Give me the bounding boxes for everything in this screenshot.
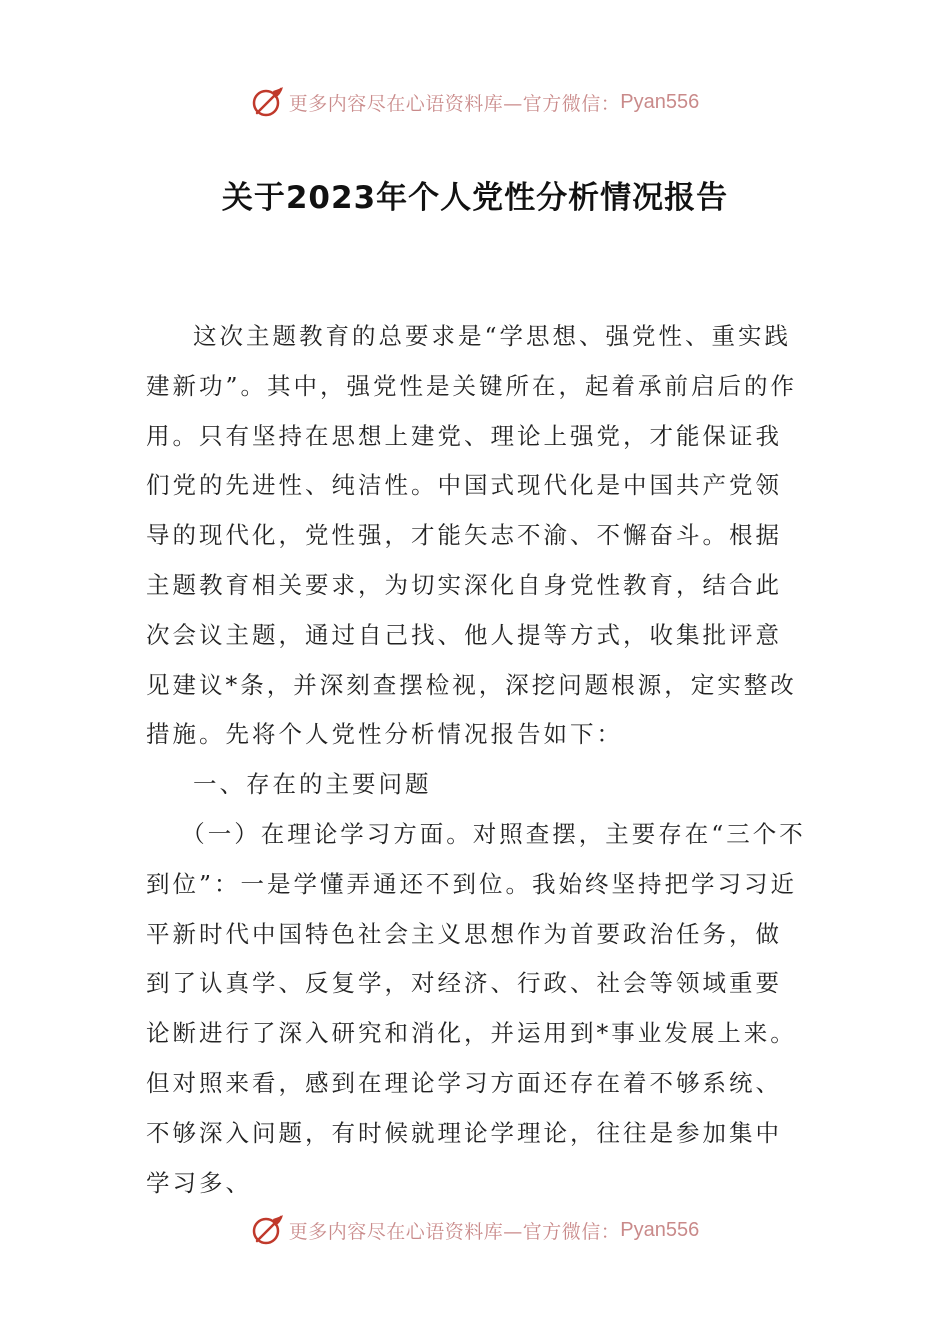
- watermark-wechat: Pyan556: [620, 1218, 700, 1241]
- document-title: 关于2023年个人党性分析情况报告: [221, 180, 729, 216]
- paragraph-theory-study: （一）在理论学习方面。对照查摆，主要存在“三个不到位”：一是学懂弄通还不到位。我始终坚持把学习习近平新时代中国特色社会主义思想作为首要政治任务，做到了认真学、反复学，对经济、行政、社会等领域重要论断进行了深入研究和消化，并运用到*事业发展上来。但对照来看，感到在理论学习方面还存在着不够系统、不够深入问题，有时候就理论学理论，往往是参加集中学习多、: [146, 819, 806, 1197]
- section-heading: 一、存在的主要问题: [193, 770, 432, 799]
- watermark-text: 更多内容尽在心语资料库—官方微信：: [288, 92, 621, 115]
- paragraph-intro: 这次主题教育的总要求是“学思想、强党性、重实践建新功”。其中，强党性是关键所在，起着承前启后的作用。只有坚持在思想上建党、理论上强党，才能保证我们党的先进性、纯洁性。中国式现代化是中国共产党领导的现代化，党性强，才能矢志不渝、不懈奋斗。根据主题教育相关要求，为切实深化自身党性教育，结合此次会议主题，通过自己找、他人提等方式，收集批评意见建议*条，并深刻查摆检视，深挖问题根源，定实整改措施。先将个人党性分析情况报告如下：: [146, 322, 798, 749]
- watermark-header: [0, 82, 950, 122]
- quill-logo-icon: [251, 85, 285, 119]
- document-body: [146, 312, 806, 1208]
- watermark-text: 更多内容尽在心语资料库—官方微信：: [288, 1220, 621, 1243]
- quill-logo-icon: [251, 1213, 285, 1247]
- watermark-footer: [0, 1210, 950, 1250]
- watermark-wechat: Pyan556: [620, 90, 700, 113]
